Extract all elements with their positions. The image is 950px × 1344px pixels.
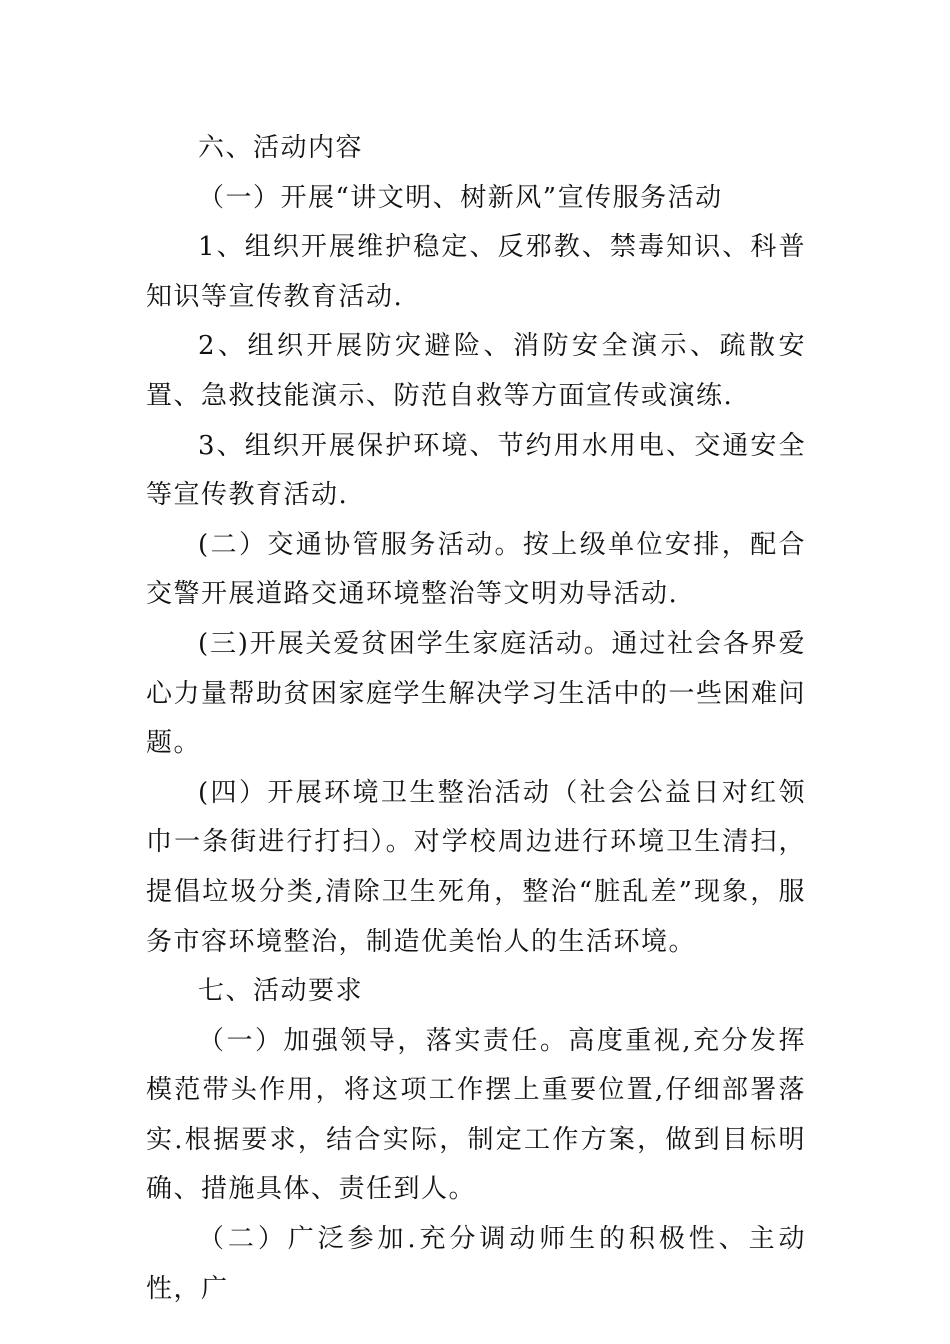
paragraph-environment-cleanup: (四）开展环境卫生整治活动（社会公益日对红领巾一条街进行打扫）。对学校周边进行环境卫生清扫，提倡垃圾分类,清除卫生死角，整治“脏乱差”现象，服务市容环境整治，制造优美怡人的生活环境。 (146, 777, 806, 957)
document-body (146, 124, 806, 1314)
section-heading-activity-requirements: 七、活动要求 (198, 976, 364, 1007)
paragraph-item-2: 2、组织开展防灾避险、消防安全演示、疏散安置、急救技能演示、防范自救等方面宣传或演练. (146, 331, 806, 411)
subheading-civilization-campaign: （一）开展“讲文明、树新风”宣传服务活动 (198, 182, 723, 213)
paragraph-broad-participation: （二）广泛参加.充分调动师生的积极性、主动性，广 (146, 1224, 806, 1304)
paragraph-item-1: 1、组织开展维护稳定、反邪教、禁毒知识、科普知识等宣传教育活动. (146, 232, 806, 312)
paragraph-item-3: 3、组织开展保护环境、节约用水用电、交通安全等宣传教育活动. (146, 430, 806, 511)
paragraph-leadership-responsibility: （一）加强领导，落实责任。高度重视,充分发挥模范带头作用，将这项工作摆上重要位置,仔细部署落实.根据要求，结合实际，制定工作方案，做到目标明确、措施具体、责任到人。 (146, 1025, 806, 1205)
paragraph-traffic-service: (二）交通协管服务活动。按上级单位安排，配合交警开展道路交通环境整治等文明劝导活动. (146, 529, 806, 610)
paragraph-poor-students-care: (三)开展关爱贫困学生家庭活动。通过社会各界爱心力量帮助贫困家庭学生解决学习生活中的一些困难问题。 (146, 628, 807, 759)
section-heading-activity-content: 六、活动内容 (198, 133, 364, 163)
